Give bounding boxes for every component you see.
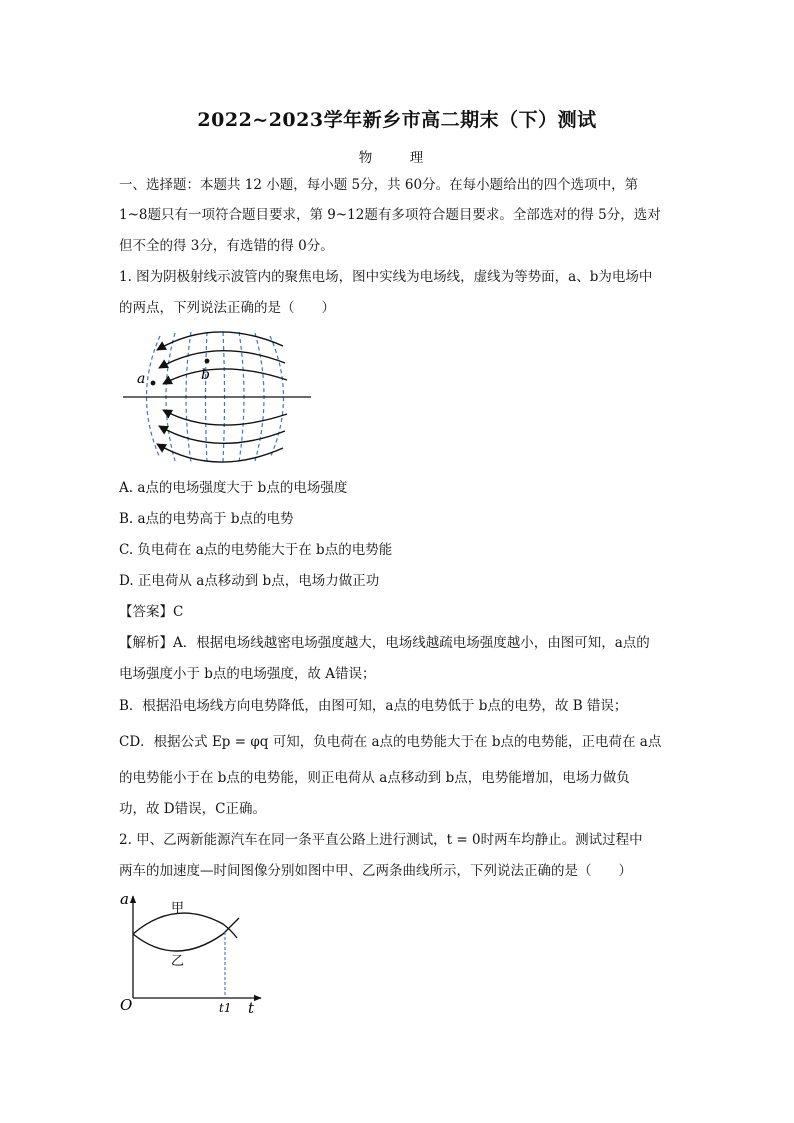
q1-stem-line-2: 的两点，下列说法正确的是（ ） — [119, 300, 335, 316]
label-t1: t1 — [219, 1001, 232, 1013]
q1-option-b: B. a点的电势高于 b点的电势 — [119, 511, 294, 527]
q2-acceleration-time-graph — [115, 888, 275, 1013]
q1-explanation-line-1: 【解析】A．根据电场线越密电场强度越大，电场线越疏电场强度越小，由图可知，a点的 — [119, 635, 650, 651]
q1-option-a: A. a点的电场强度大于 b点的电场强度 — [119, 480, 348, 496]
section-instruction-line-3: 但不全的得 3分，有选错的得 0分。 — [119, 238, 334, 254]
point-b — [205, 359, 210, 364]
axis-label-a: a — [120, 890, 129, 908]
q1-explanation-line-2: 电场强度小于 b点的电场强度，故 A错误； — [119, 666, 376, 682]
q2-stem-line-1: 2. 甲、乙两新能源汽车在同一条平直公路上进行测试，t = 0时两车均静止。测试过程中 — [119, 832, 643, 848]
section-instruction-line-1: 一、选择题：本题共 12 小题，每小题 5分，共 60分。在每小题给出的四个选项中，第 — [119, 177, 639, 193]
q1-explanation-line-6: 功，故 D错误，C正确。 — [119, 801, 266, 817]
page-title: 2022~2023学年新乡市高二期末（下）测试 — [197, 109, 597, 131]
q1-electric-field-figure — [115, 328, 320, 466]
curve-jia — [133, 913, 237, 938]
label-b: b — [201, 367, 210, 383]
axis-label-t: t — [248, 999, 255, 1013]
q1-option-c: C. 负电荷在 a点的电势能大于在 b点的电势能 — [119, 542, 393, 558]
label-a: a — [137, 371, 146, 387]
q1-explanation-line-3: B．根据沿电场线方向电势降低，由图可知，a点的电势低于 b点的电势，故 B 错误； — [119, 698, 628, 714]
subject-heading: 物 理 — [358, 150, 436, 166]
label-jia: 甲 — [171, 901, 185, 916]
q1-option-d: D. 正电荷从 a点移动到 b点，电场力做正功 — [119, 573, 380, 589]
q1-stem-line-1: 1. 图为阴极射线示波管内的聚焦电场，图中实线为电场线，虚线为等势面，a、b为电场中 — [119, 269, 653, 285]
q2-stem-line-2: 两车的加速度—时间图像分别如图中甲、乙两条曲线所示，下列说法正确的是（ ） — [119, 863, 632, 879]
origin-label: O — [120, 996, 133, 1013]
label-yi: 乙 — [171, 954, 185, 969]
section-instruction-line-2: 1~8题只有一项符合题目要求，第 9~12题有多项符合题目要求。全部选对的得 5分，选对 — [119, 207, 661, 223]
q1-explanation-line-4: CD．根据公式 Ep = φq 可知，负电荷在 a点的电势能大于在 b点的电势能，正电荷在 a点 — [119, 734, 662, 750]
q1-explanation-line-5: 的电势能小于在 b点的电势能，则正电荷从 a点移动到 b点，电势能增加，电场力做负 — [119, 770, 630, 786]
q1-answer: 【答案】C — [119, 604, 184, 620]
point-a — [151, 381, 156, 386]
